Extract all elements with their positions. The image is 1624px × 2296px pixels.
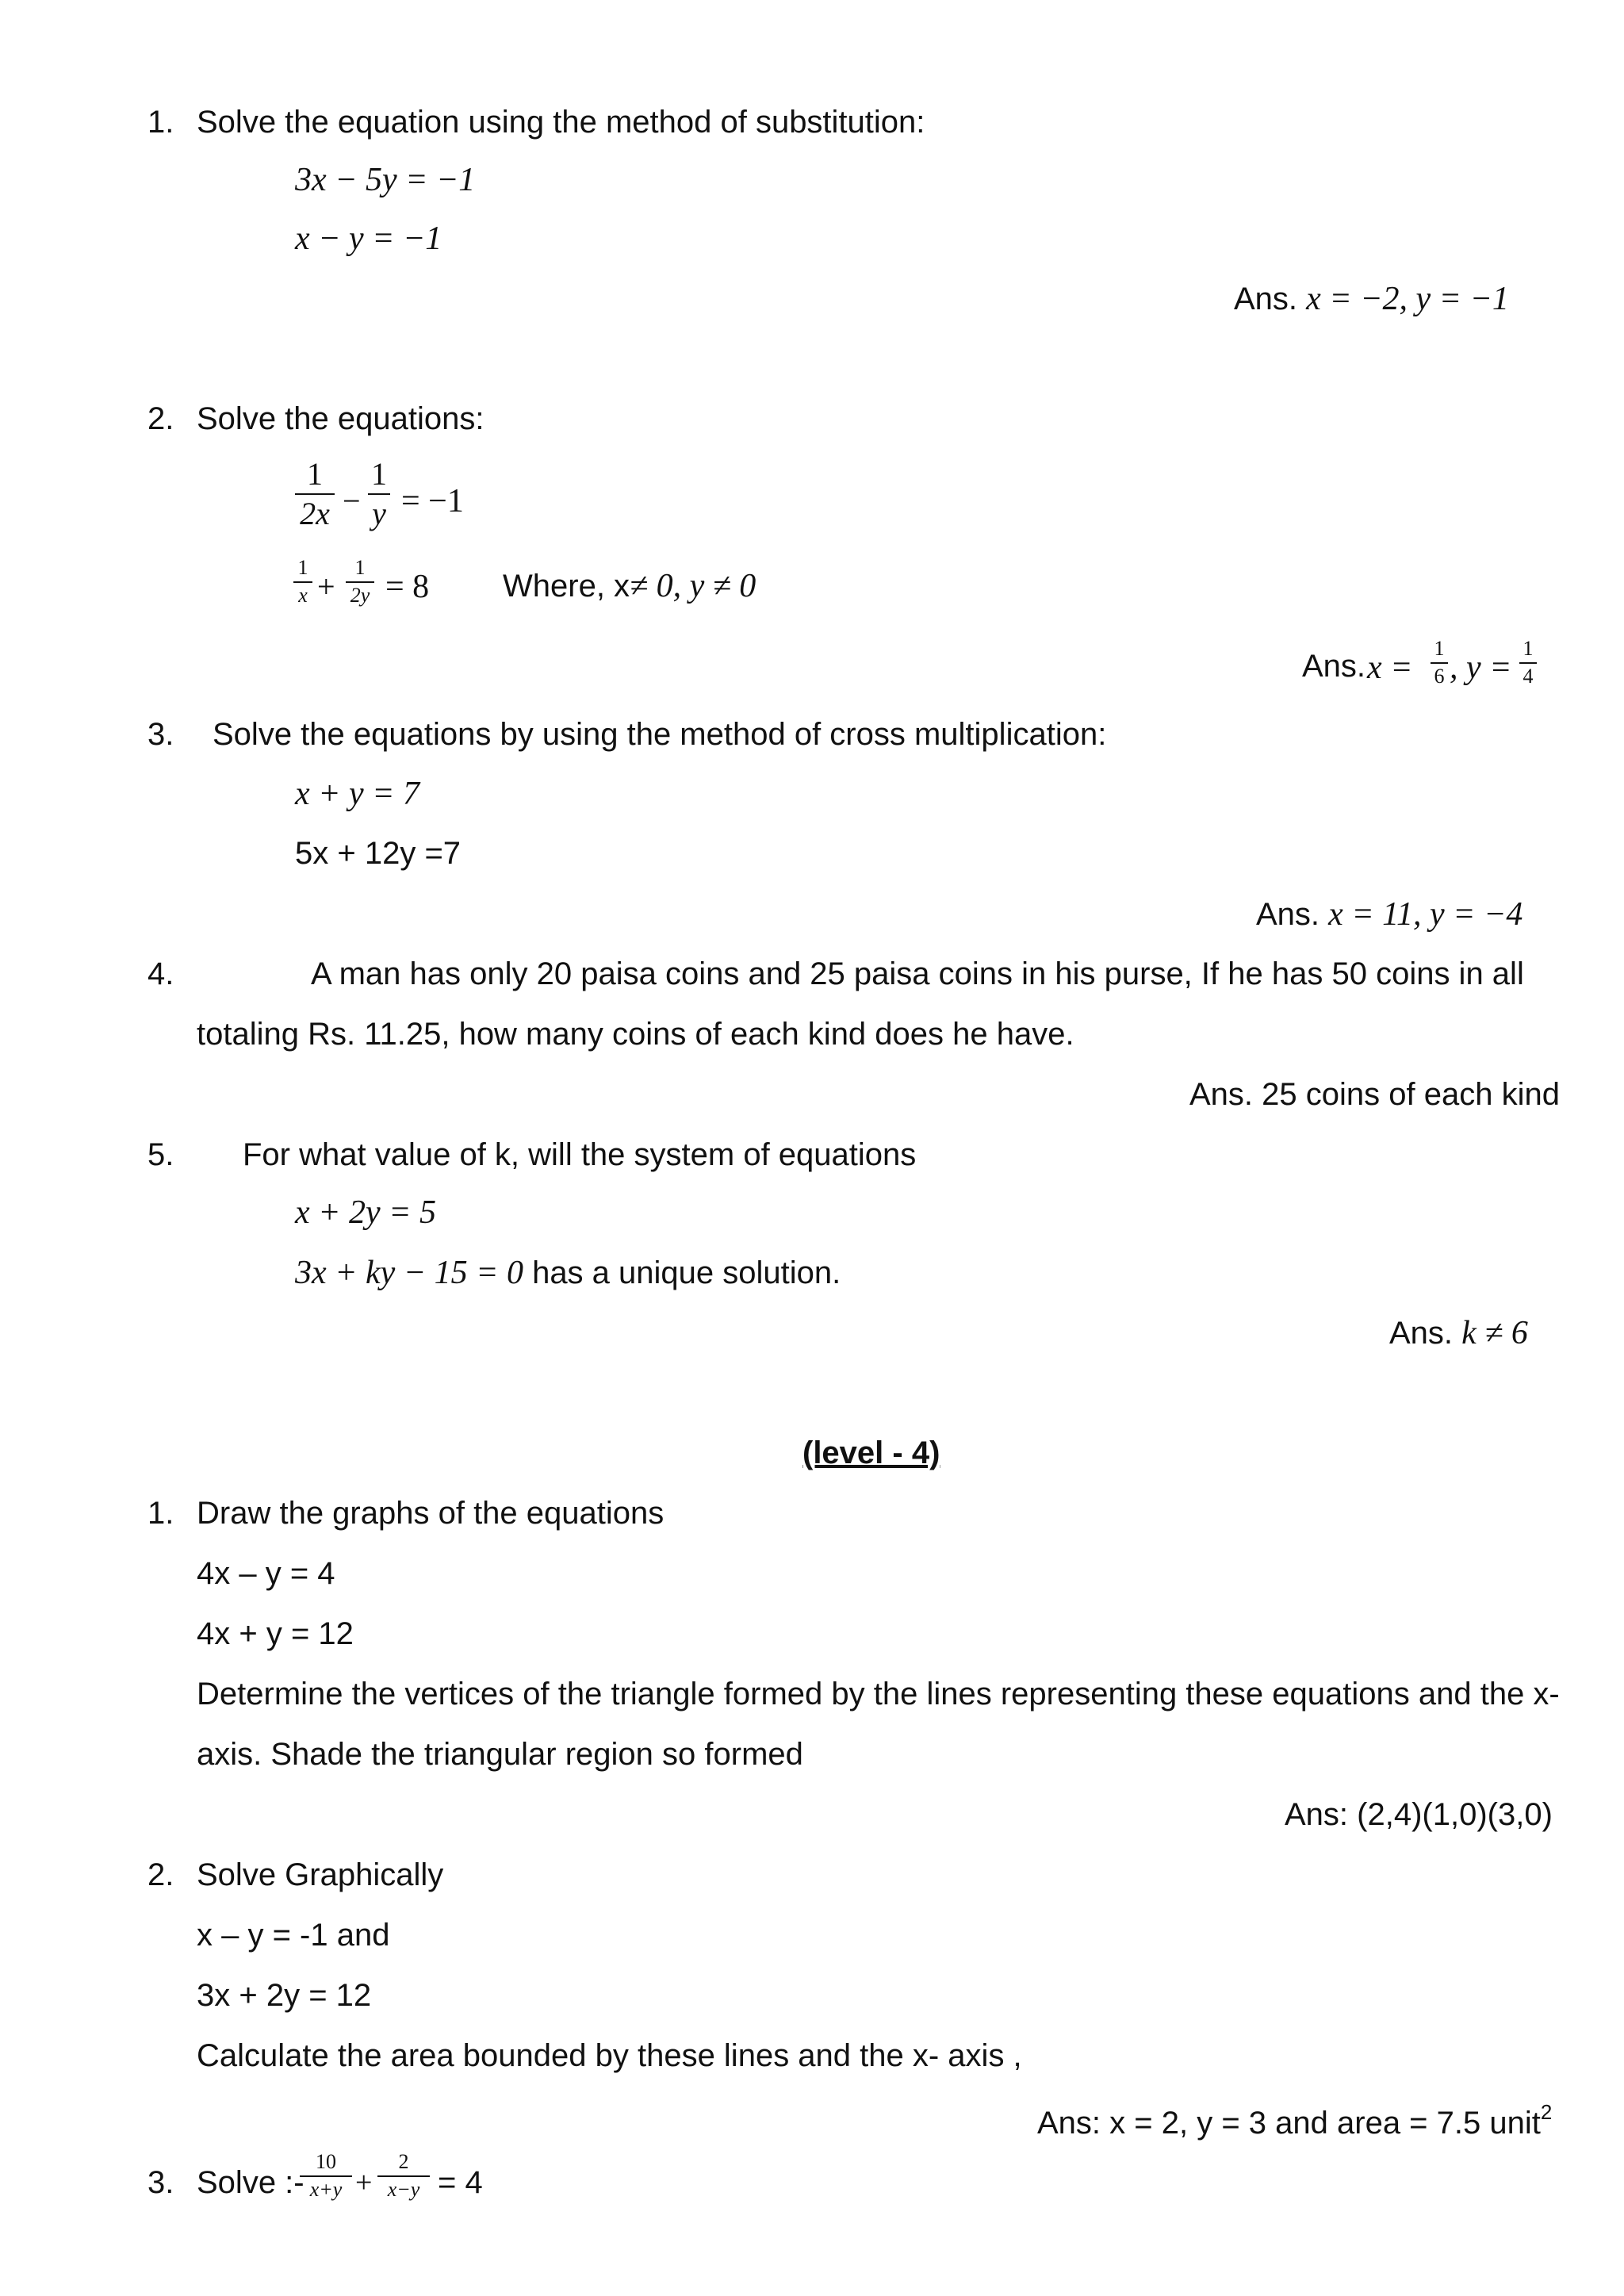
b-q2-answer-sup: 2 [1540, 2100, 1553, 2124]
a-q2-eq2-frac2-num: 1 [354, 556, 366, 579]
a-q5-ans-math: k ≠ 6 [1461, 1315, 1528, 1351]
b-q2-eq2: 3x + 2y = 12 [197, 1978, 372, 2013]
a-q1-answer [1234, 282, 1509, 316]
a-q2-where-text: Where, x [503, 569, 630, 604]
b-q2-answer-text: Ans: x = 2, y = 3 and area = 7.5 unit [1037, 2106, 1541, 2141]
a-q5-eq2-text: has a unique solution. [523, 1255, 841, 1290]
a-q2-ans-y-frac [1519, 638, 1537, 688]
a-q2-ans-y: , y = [1450, 650, 1512, 686]
b-q3-frac1 [300, 2151, 352, 2201]
b-q1-line1: Determine the vertices of the triangle formed by the lines representing these equations and the x- [197, 1677, 1560, 1711]
b-q2-answer [1037, 2102, 1552, 2139]
b-q3-frac2-bar [377, 2175, 430, 2177]
b-q3-frac2-num: 2 [398, 2150, 409, 2173]
a-q2-eq1-frac2-den: y [372, 496, 386, 531]
a-q2-eq2-frac1-den: x [298, 583, 308, 607]
a-q4-number: 4. [147, 956, 174, 991]
a-q2-eq1-frac1-bar [295, 493, 335, 495]
a-q2-eq1-frac1-den: 2x [300, 496, 330, 531]
b-q1-eq1: 4x – y = 4 [197, 1556, 335, 1591]
level-heading: (level - 4) [802, 1435, 940, 1470]
a-q2-eq1-frac1-num: 1 [307, 456, 323, 492]
a-q2-eq2-frac2-bar [346, 581, 374, 583]
b-q3-prompt: Solve :- [197, 2165, 304, 2200]
a-q5-number: 5. [147, 1137, 174, 1172]
a-q3-prompt: Solve the equations by using the method of cross multiplication: [213, 717, 1107, 752]
a-q2-eq2-frac1 [293, 557, 312, 607]
a-q2-eq1-frac2 [368, 457, 390, 531]
a-q3-answer [1256, 898, 1522, 931]
a-q4-line1: A man has only 20 paisa coins and 25 paisa coins in his purse, If he has 50 coins in all [311, 956, 1524, 991]
a-q2-ans-x-frac [1431, 638, 1448, 688]
a-q5-prompt: For what value of k, will the system of equations [243, 1137, 917, 1172]
a-q2-eq1-frac1 [295, 457, 335, 531]
a-q2-ans-x-num: 1 [1434, 637, 1445, 660]
a-q3-ans-math: x = 11, y = −4 [1328, 896, 1523, 933]
a-q2-eq2-plus: + [317, 569, 335, 604]
a-q4-line2: totaling Rs. 11.25, how many coins of each kind does he have. [197, 1017, 1074, 1052]
b-q1-line2: axis. Shade the triangular region so formed [197, 1737, 803, 1772]
b-q1-answer: Ans: (2,4)(1,0)(3,0) [1285, 1797, 1553, 1832]
b-q2-prompt: Solve Graphically [197, 1857, 444, 1892]
a-q5-eq2 [295, 1256, 841, 1290]
a-q2-ans-x-den: 6 [1434, 664, 1445, 688]
a-q2-ans-y-den: 4 [1522, 664, 1534, 688]
a-q2-eq2-frac2-den: 2y [350, 583, 370, 607]
b-q1-number: 1. [147, 1496, 174, 1531]
a-q1-number: 1. [147, 105, 174, 140]
a-q1-ans-label: Ans. [1234, 282, 1298, 316]
b-q3-frac1-bar [300, 2175, 352, 2177]
a-q3-ans-label: Ans. [1256, 897, 1320, 932]
b-q3-frac1-den: x+y [309, 2177, 343, 2201]
b-q1-prompt: Draw the graphs of the equations [197, 1496, 665, 1531]
a-q2-where-math: ≠ 0, y ≠ 0 [630, 568, 756, 604]
a-q2-eq2-frac1-num: 1 [297, 556, 308, 579]
a-q2-eq1-frac2-num: 1 [371, 456, 387, 492]
b-q3-frac1-num: 10 [316, 2150, 336, 2173]
a-q2-eq2-frac2 [346, 557, 374, 607]
b-q2-eq1: x – y = -1 and [197, 1918, 390, 1953]
a-q1-eq1: 3x − 5y = −1 [295, 162, 476, 198]
a-q2-eq1-frac2-bar [368, 493, 390, 495]
a-q3-eq2: 5x + 12y =7 [295, 836, 462, 871]
a-q2-prompt: Solve the equations: [197, 401, 485, 436]
b-q2-line1: Calculate the area bounded by these lines and the x- axis , [197, 2038, 1022, 2073]
b-q3-frac2-den: x−y [387, 2177, 420, 2201]
b-q3-plus: + [355, 2166, 373, 2199]
a-q5-ans-label: Ans. [1389, 1316, 1454, 1351]
a-q1-eq2: x − y = −1 [295, 220, 442, 257]
a-q5-eq1: x + 2y = 5 [295, 1194, 436, 1231]
a-q2-number: 2. [147, 401, 174, 436]
b-q3-rhs: = 4 [438, 2165, 483, 2200]
a-q2-ans-x-bar [1431, 662, 1448, 664]
a-q2-ans-y-num: 1 [1522, 637, 1534, 660]
b-q1-eq2: 4x + y = 12 [197, 1616, 354, 1651]
a-q2-ans-y-bar [1519, 662, 1537, 664]
a-q3-eq1: x + y = 7 [295, 776, 419, 812]
a-q1-ans-math: x = −2, y = −1 [1306, 281, 1509, 317]
b-q2-number: 2. [147, 1857, 174, 1892]
a-q5-answer [1389, 1317, 1528, 1350]
a-q2-ans-x: x = [1367, 650, 1413, 686]
a-q2-eq2-rhs: = 8 [385, 569, 430, 605]
a-q1-prompt: Solve the equation using the method of substitution: [197, 105, 925, 140]
a-q2-eq1-minus: − [343, 483, 361, 519]
a-q2-where [503, 569, 756, 603]
a-q2-eq1-rhs: = −1 [401, 483, 464, 519]
b-q3-frac2 [377, 2151, 430, 2201]
a-q5-eq2-math: 3x + ky − 15 = 0 [295, 1255, 523, 1291]
b-q3-number: 3. [147, 2165, 174, 2200]
a-q2-ans-label: Ans. [1302, 649, 1366, 684]
a-q4-answer: Ans. 25 coins of each kind [1189, 1077, 1560, 1112]
a-q3-number: 3. [147, 717, 174, 752]
a-q2-eq2-frac1-bar [293, 581, 312, 583]
